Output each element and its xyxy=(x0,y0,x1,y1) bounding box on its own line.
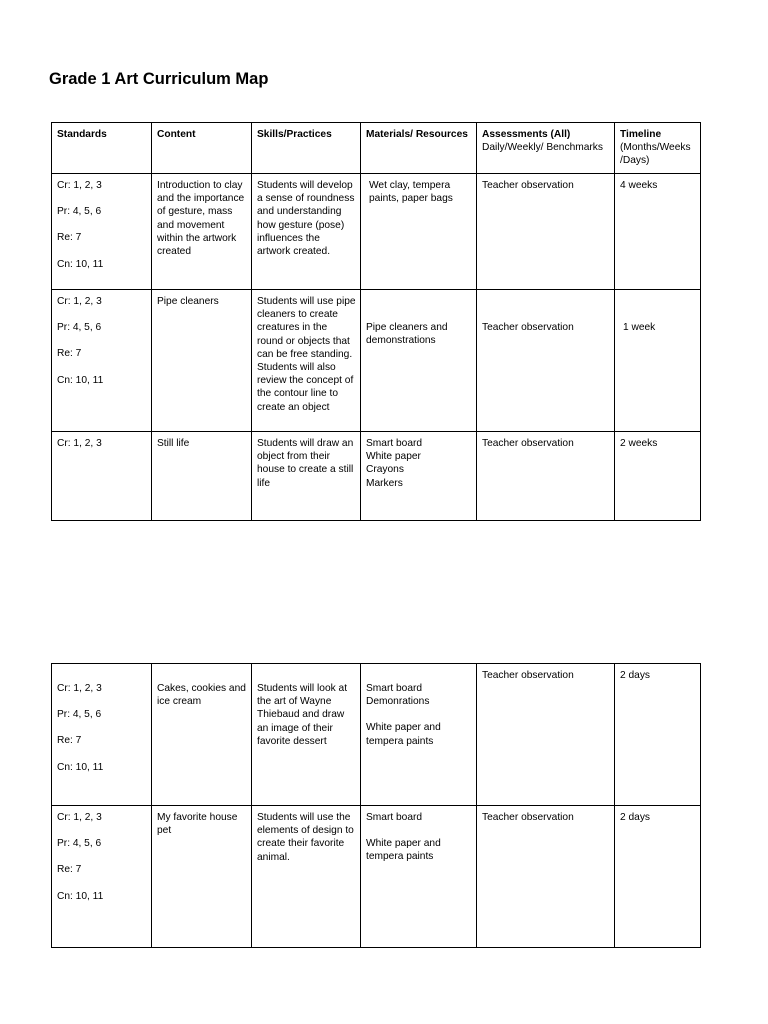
timeline-text: 1 week xyxy=(623,322,656,333)
table-row xyxy=(52,290,701,432)
assessment-cell xyxy=(477,432,615,521)
standard-item: Cr: 1, 2, 3 xyxy=(57,438,102,449)
standard-item: Cn: 10, 11 xyxy=(57,374,104,386)
header-standards: Standards xyxy=(52,123,152,174)
content-text: Pipe cleaners xyxy=(157,296,219,307)
materials-cell xyxy=(361,174,477,290)
header-assessments: Assessments (All) Daily/Weekly/ Benchmarks xyxy=(477,123,615,174)
materials-cell xyxy=(361,432,477,521)
standard-item: Pr: 4, 5, 6 xyxy=(57,206,102,218)
materials-cell xyxy=(361,290,477,432)
timeline-cell xyxy=(615,806,701,948)
timeline-cell xyxy=(615,432,701,521)
timeline-text: 2 weeks xyxy=(620,438,658,449)
skills-text: Students will use pipe cleaners to create creatures in the round or objects that can be free standing. Students will also review the concept of the contour line to create an object xyxy=(257,296,356,413)
standard-item: Re: 7 xyxy=(57,735,82,747)
page-title: Grade 1 Art Curriculum Map xyxy=(49,70,269,88)
standards-cell xyxy=(52,432,152,521)
standards-cell xyxy=(52,806,152,948)
timeline-text: 2 days xyxy=(620,812,651,823)
standard-item: Cr: 1, 2, 3 xyxy=(57,683,102,694)
assessment-cell xyxy=(477,806,615,948)
assessment-text: Teacher observation xyxy=(482,180,574,191)
assessment-text: Teacher observation xyxy=(482,670,574,681)
skills-cell xyxy=(252,290,361,432)
standard-item: Pr: 4, 5, 6 xyxy=(57,709,102,721)
table-row xyxy=(52,806,701,948)
content-cell xyxy=(152,806,252,948)
curriculum-table xyxy=(51,122,701,521)
curriculum-table-continued xyxy=(51,663,701,948)
timeline-text: 4 weeks xyxy=(620,180,658,191)
material-item: Demonrations xyxy=(366,696,430,708)
standards-cell xyxy=(52,664,152,806)
standards-cell xyxy=(52,290,152,432)
content-text: Introduction to clay and the importance of gesture, mass and movement within the artwork created xyxy=(157,180,245,258)
assessment-text: Teacher observation xyxy=(482,322,574,333)
skills-text: Students will use the elements of design to create their favorite animal. xyxy=(257,812,354,863)
standard-item: Pr: 4, 5, 6 xyxy=(57,322,102,334)
materials-cell xyxy=(361,806,477,948)
timeline-cell xyxy=(615,664,701,806)
material-item: Crayons xyxy=(366,464,404,476)
content-cell xyxy=(152,664,252,806)
header-skills: Skills/Practices xyxy=(252,123,361,174)
content-cell xyxy=(152,432,252,521)
standard-item: Cn: 10, 11 xyxy=(57,890,104,902)
assessment-text: Teacher observation xyxy=(482,438,574,449)
header-materials: Materials/ Resources xyxy=(361,123,477,174)
content-text: Cakes, cookies and ice cream xyxy=(157,683,246,708)
content-text: My favorite house pet xyxy=(157,812,238,837)
skills-cell xyxy=(252,806,361,948)
content-text: Still life xyxy=(157,438,190,449)
standard-item: Cn: 10, 11 xyxy=(57,258,104,270)
timeline-cell xyxy=(615,174,701,290)
table-row xyxy=(52,174,701,290)
standard-item: Cr: 1, 2, 3 xyxy=(57,812,102,823)
standards-cell xyxy=(52,174,152,290)
skills-text: Students will look at the art of Wayne Thiebaud and draw an image of their favorite dessert xyxy=(257,683,348,747)
standard-item: Re: 7 xyxy=(57,232,82,244)
timeline-cell xyxy=(615,290,701,432)
standard-item: Cn: 10, 11 xyxy=(57,761,104,773)
material-item: Smart board xyxy=(366,438,423,449)
skills-text: Students will draw an object from their house to create a still life xyxy=(257,438,354,489)
material-item: White paper xyxy=(366,451,421,463)
standard-item: Cr: 1, 2, 3 xyxy=(57,296,102,307)
standard-item: Cr: 1, 2, 3 xyxy=(57,180,102,191)
table-row xyxy=(52,664,701,806)
assessment-text: Teacher observation xyxy=(482,812,574,823)
header-timeline: Timeline (Months/Weeks /Days) xyxy=(615,123,701,174)
table-header-row xyxy=(52,123,701,174)
assessment-cell xyxy=(477,174,615,290)
header-content: Content xyxy=(152,123,252,174)
material-item: Wet clay, tempera paints, paper bags xyxy=(369,180,453,205)
content-cell xyxy=(152,290,252,432)
content-cell xyxy=(152,174,252,290)
skills-cell xyxy=(252,432,361,521)
skills-text: Students will develop a sense of roundness and understanding how gesture (pose) influences the artwork created. xyxy=(257,180,355,258)
material-item: White paper and tempera paints xyxy=(366,722,441,747)
assessment-cell xyxy=(477,290,615,432)
skills-cell xyxy=(252,664,361,806)
material-item: Smart board xyxy=(366,812,423,823)
standard-item: Re: 7 xyxy=(57,348,82,360)
material-item: Smart board xyxy=(366,683,423,694)
material-item: White paper and tempera paints xyxy=(366,838,441,863)
skills-cell xyxy=(252,174,361,290)
timeline-text: 2 days xyxy=(620,670,651,681)
standard-item: Re: 7 xyxy=(57,864,82,876)
materials-cell xyxy=(361,664,477,806)
table-row xyxy=(52,432,701,521)
standard-item: Pr: 4, 5, 6 xyxy=(57,838,102,850)
material-item: Pipe cleaners and demonstrations xyxy=(366,322,448,347)
assessment-cell xyxy=(477,664,615,806)
material-item: Markers xyxy=(366,477,403,489)
